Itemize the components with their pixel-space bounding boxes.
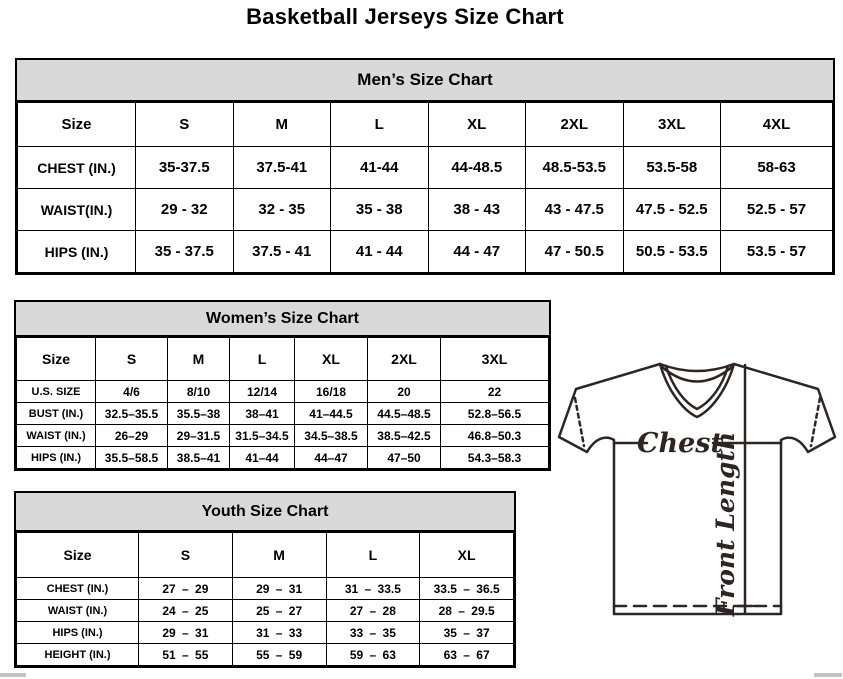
size-value-cell: 46.8–50.3 [441,425,549,447]
mens-table [17,102,833,273]
size-value-cell: 38.5–42.5 [368,425,441,447]
column-header: 3XL [441,338,549,381]
column-header: Size [17,338,96,381]
size-value-cell: 33 – 35 [326,622,420,644]
size-value-cell: 35.5–58.5 [96,447,168,469]
size-value-cell: 63 – 67 [420,644,514,666]
size-value-cell: 8/10 [168,381,230,403]
size-value-cell: 53.5-58 [623,147,721,189]
table-row [18,147,833,189]
column-header: 3XL [623,103,721,147]
size-value-cell: 34.5–38.5 [295,425,368,447]
size-value-cell: 51 – 55 [139,644,233,666]
size-value-cell: 31.5–34.5 [230,425,295,447]
row-label: HEIGHT (IN.) [17,644,139,666]
size-value-cell: 52.8–56.5 [441,403,549,425]
size-value-cell: 35 - 37.5 [136,231,234,273]
size-value-cell: 12/14 [230,381,295,403]
size-value-cell: 44.5–48.5 [368,403,441,425]
size-value-cell: 35-37.5 [136,147,234,189]
column-header: 2XL [368,338,441,381]
size-value-cell: 54.3–58.3 [441,447,549,469]
size-value-cell: 33.5 – 36.5 [420,578,514,600]
column-header: XL [428,103,526,147]
column-header: 2XL [526,103,624,147]
size-value-cell: 38–41 [230,403,295,425]
row-label: WAIST (IN.) [17,425,96,447]
size-value-cell: 4/6 [96,381,168,403]
womens-size-chart-table [14,300,551,471]
mens-chart-title: Men’s Size Chart [17,60,833,102]
size-value-cell: 35 – 37 [420,622,514,644]
jersey-left-cuff-dash [575,398,584,446]
size-value-cell: 41–44.5 [295,403,368,425]
size-value-cell: 43 - 47.5 [526,189,624,231]
size-value-cell: 58-63 [721,147,833,189]
front-length-label: Front Length [711,431,740,617]
jersey-vneck-inner [666,366,728,409]
size-value-cell: 41-44 [331,147,429,189]
column-header: Size [18,103,136,147]
size-value-cell: 20 [368,381,441,403]
column-header: L [326,533,420,578]
size-value-cell: 27 – 29 [139,578,233,600]
size-value-cell: 38.5–41 [168,447,230,469]
size-value-cell: 22 [441,381,549,403]
row-label: CHEST (IN.) [18,147,136,189]
column-header: S [136,103,234,147]
size-value-cell: 53.5 - 57 [721,231,833,273]
row-label: U.S. SIZE [17,381,96,403]
table-row [17,600,514,622]
table-row [17,447,549,469]
size-value-cell: 59 – 63 [326,644,420,666]
column-header: L [230,338,295,381]
size-value-cell: 31 – 33.5 [326,578,420,600]
size-value-cell: 32 - 35 [233,189,331,231]
size-value-cell: 47 - 50.5 [526,231,624,273]
size-value-cell: 48.5-53.5 [526,147,624,189]
size-value-cell: 44–47 [295,447,368,469]
size-value-cell: 16/18 [295,381,368,403]
table-row [17,578,514,600]
size-value-cell: 47–50 [368,447,441,469]
row-label: BUST (IN.) [17,403,96,425]
size-value-cell: 44 - 47 [428,231,526,273]
row-label: WAIST (IN.) [17,600,139,622]
size-value-cell: 32.5–35.5 [96,403,168,425]
scrollbar-thumb-right[interactable] [814,673,842,677]
column-header: L [331,103,429,147]
youth-chart-title: Youth Size Chart [16,493,514,532]
table-row [17,644,514,666]
jersey-collar-back [660,364,734,371]
size-value-cell: 47.5 - 52.5 [623,189,721,231]
womens-chart-title: Women’s Size Chart [16,302,549,337]
size-value-cell: 37.5-41 [233,147,331,189]
column-header: XL [295,338,368,381]
size-value-cell: 50.5 - 53.5 [623,231,721,273]
size-value-cell: 35 - 38 [331,189,429,231]
scrollbar-thumb-left[interactable] [0,673,26,677]
table-row [17,403,549,425]
row-label: HIPS (IN.) [18,231,136,273]
table-row [17,622,514,644]
size-value-cell: 25 – 27 [232,600,326,622]
size-value-cell: 29 – 31 [139,622,233,644]
youth-size-chart-table [14,491,516,668]
size-value-cell: 29 - 32 [136,189,234,231]
column-header: 4XL [721,103,833,147]
size-value-cell: 41 - 44 [331,231,429,273]
jersey-outline [559,364,835,614]
size-value-cell: 26–29 [96,425,168,447]
size-value-cell: 29 – 31 [232,578,326,600]
row-label: CHEST (IN.) [17,578,139,600]
table-row [18,231,833,273]
size-value-cell: 44-48.5 [428,147,526,189]
row-label: WAIST(IN.) [18,189,136,231]
table-row [17,381,549,403]
column-header: Size [17,533,139,578]
page-title: Basketball Jerseys Size Chart [246,4,564,29]
column-header: M [232,533,326,578]
jersey-measurement-diagram [556,358,841,630]
mens-size-chart-table [15,58,835,275]
size-value-cell: 38 - 43 [428,189,526,231]
table-row [18,189,833,231]
column-header: XL [420,533,514,578]
row-label: HIPS (IN.) [17,447,96,469]
size-value-cell: 37.5 - 41 [233,231,331,273]
size-value-cell: 28 – 29.5 [420,600,514,622]
size-value-cell: 35.5–38 [168,403,230,425]
chest-label: Chest [637,428,723,459]
size-value-cell: 52.5 - 57 [721,189,833,231]
size-value-cell: 24 – 25 [139,600,233,622]
row-label: HIPS (IN.) [17,622,139,644]
column-header: M [233,103,331,147]
size-value-cell: 55 – 59 [232,644,326,666]
column-header: S [96,338,168,381]
column-header: S [139,533,233,578]
jersey-right-cuff-dash [811,398,820,446]
column-header: M [168,338,230,381]
womens-table [16,337,549,469]
size-value-cell: 27 – 28 [326,600,420,622]
size-value-cell: 41–44 [230,447,295,469]
size-value-cell: 29–31.5 [168,425,230,447]
youth-table [16,532,514,666]
size-value-cell: 31 – 33 [232,622,326,644]
table-row [17,425,549,447]
